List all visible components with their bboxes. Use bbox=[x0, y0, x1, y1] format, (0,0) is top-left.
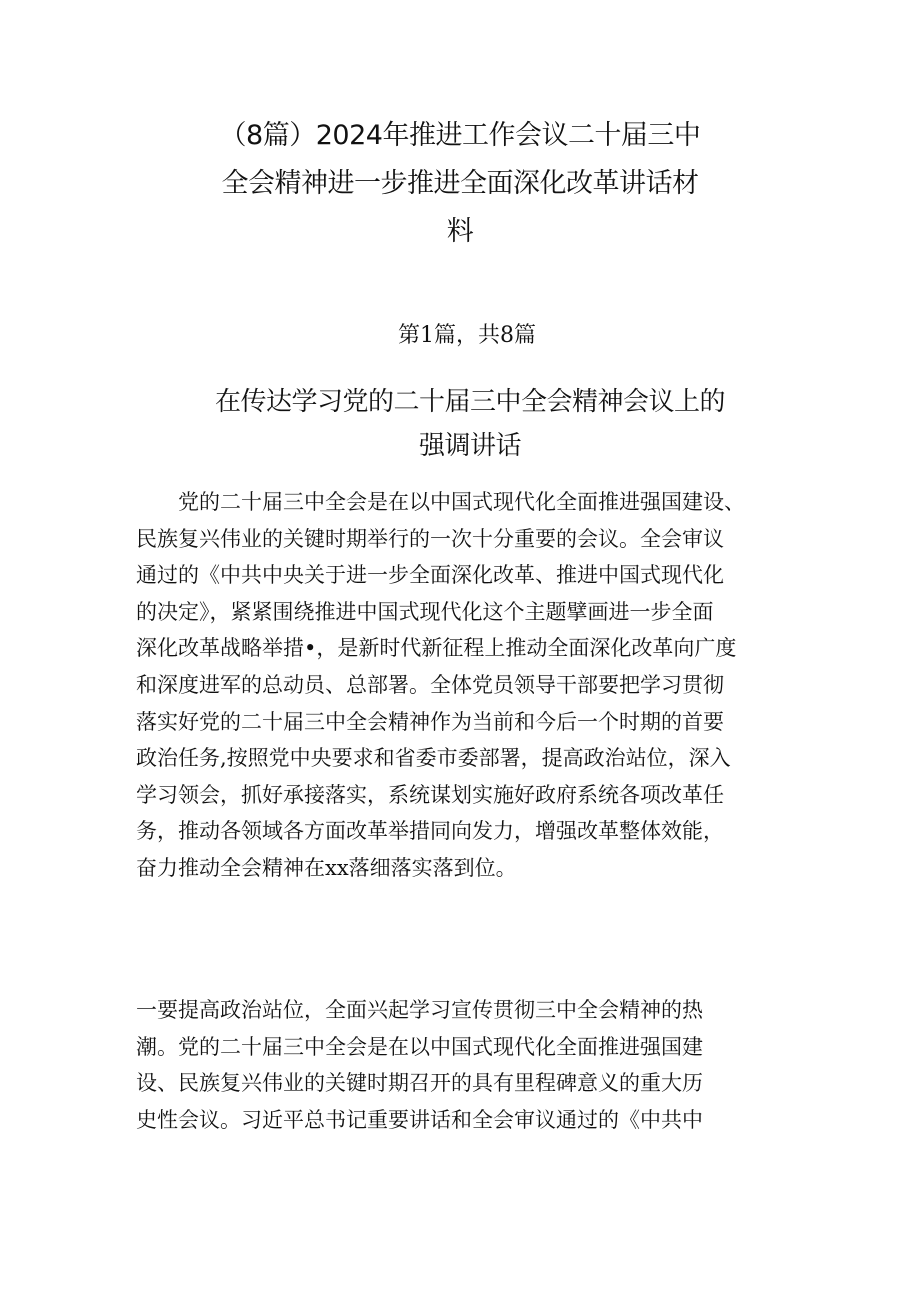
paragraph-line: 政治任务,按照党中央要求和省委市委部署，提高政治站位，深入 bbox=[136, 746, 731, 771]
body-paragraph-1 bbox=[136, 484, 836, 887]
section-title-line: 强调讲话 bbox=[418, 431, 521, 461]
paragraph-line: 奋力推动全会精神在xx落细落实落到位。 bbox=[136, 855, 517, 880]
paragraph-line: 通过的《中共中央关于进一步全面深化改革、推进中国式现代化 bbox=[136, 563, 724, 588]
part-label: 第1篇，共8篇 bbox=[398, 323, 536, 348]
paragraph-line: 民族复兴伟业的关键时期举行的一次十分重要的会议。全会审议 bbox=[136, 526, 724, 551]
paragraph-line: 的决定》，紧紧围绕推进中国式现代化这个主题擘画进一步全面 bbox=[136, 599, 714, 624]
paragraph-line: 落实好党的二十届三中全会精神作为当前和今后一个时期的首要 bbox=[136, 709, 724, 734]
paragraph-line: 深化改革战略举措•，是新时代新征程上推动全面深化改革向广度 bbox=[136, 636, 737, 661]
document-title bbox=[160, 112, 760, 256]
paragraph-line: 党的二十届三中全会是在以中国式现代化全面推进强国建设、 bbox=[136, 490, 745, 514]
paragraph-line: 史性会议。习近平总书记重要讲话和全会审议通过的《中共中 bbox=[136, 1107, 703, 1132]
document-title-line: 全会精神进一步推进全面深化改革讲话材 bbox=[221, 168, 699, 199]
paragraph-line: 潮。党的二十届三中全会是在以中国式现代化全面推进强国建 bbox=[136, 1034, 703, 1059]
section-title-line: 在传达学习党的二十届三中全会精神会议上的 bbox=[214, 387, 725, 417]
paragraph-line: 学习领会，抓好承接落实，系统谋划实施好政府系统各项改革任 bbox=[136, 782, 724, 807]
document-title-line: （8篇）2024年推进工作会议二十届三中 bbox=[219, 120, 701, 151]
document-title-line: 料 bbox=[446, 216, 474, 247]
paragraph-line: 设、民族复兴伟业的关键时期召开的具有里程碑意义的重大历 bbox=[136, 1071, 703, 1096]
paragraph-line: 一要提高政治站位，全面兴起学习宣传贯彻三中全会精神的热 bbox=[136, 998, 703, 1022]
section-title bbox=[150, 380, 790, 468]
paragraph-line: 务，推动各领域各方面改革举措同向发力，增强改革整体效能， bbox=[136, 819, 724, 844]
paragraph-line: 和深度进军的总动员、总部署。全体党员领导干部要把学习贯彻 bbox=[136, 672, 724, 697]
body-paragraph-2 bbox=[136, 992, 836, 1138]
